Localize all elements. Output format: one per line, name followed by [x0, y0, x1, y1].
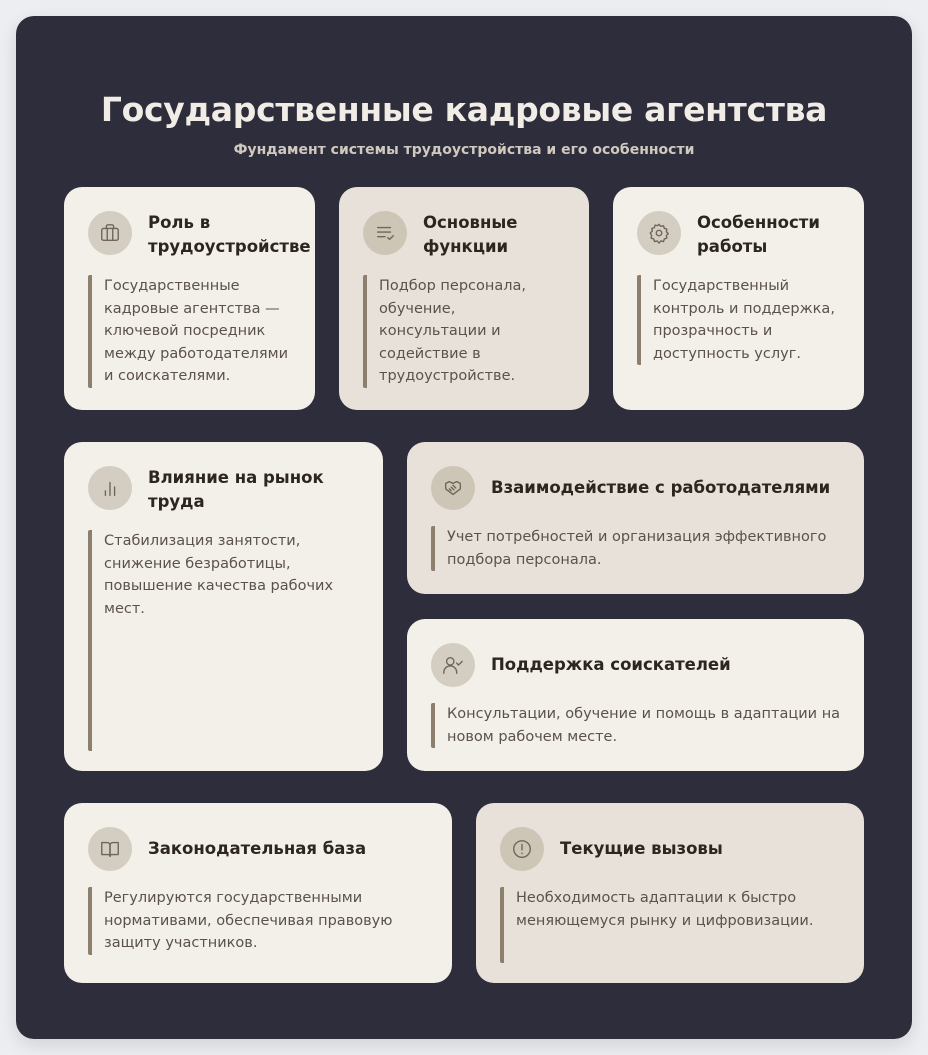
card-title: Взаимодействие с работодателями: [491, 478, 831, 497]
bar-chart-icon: [88, 466, 132, 510]
card-body: Консультации, обучение и помощь в адаптации на новом рабочем месте.: [431, 703, 842, 748]
card-title: Законодательная база: [148, 839, 367, 858]
card-body: Необходимость адаптации к быстро меняющемуся рынку и цифровизации.: [500, 887, 842, 963]
gear-icon: [637, 211, 681, 255]
card-market-impact: [64, 442, 383, 771]
card-body: Государственный контроль и поддержка, прозрачность и доступность услуг.: [637, 275, 842, 365]
card-body: Государственные кадровые агентства — ключевой посредник между работодателями и соискателями.: [88, 275, 293, 388]
briefcase-icon: [88, 211, 132, 255]
header: [16, 88, 912, 158]
card-title: Особенности работы: [697, 213, 820, 256]
card-features: [613, 187, 864, 410]
card-title: Основные функции: [423, 213, 518, 256]
card-current-challenges: [476, 803, 864, 983]
card-legal-base: [64, 803, 452, 983]
card-body: Учет потребностей и организация эффективного подбора персонала.: [431, 526, 842, 571]
infographic-container: [16, 16, 912, 1039]
card-role: [64, 187, 315, 410]
page-title: Государственные кадровые агентства: [100, 90, 828, 129]
card-body: Регулируются государственными нормативами, обеспечивая правовую защиту участников.: [88, 887, 430, 955]
card-functions: [339, 187, 589, 410]
card-body: Стабилизация занятости, снижение безработицы, повышение качества рабочих мест.: [88, 530, 361, 751]
alert-circle-icon: [500, 827, 544, 871]
card-title: Влияние на рынок труда: [148, 468, 324, 511]
card-jobseeker-support: [407, 619, 864, 771]
handshake-icon: [431, 466, 475, 510]
card-body: Подбор персонала, обучение, консультации и содействие в трудоустройстве.: [363, 275, 567, 388]
book-open-icon: [88, 827, 132, 871]
card-title: Роль в трудоустройстве: [148, 213, 311, 256]
user-check-icon: [431, 643, 475, 687]
card-employer-interaction: [407, 442, 864, 594]
card-title: Текущие вызовы: [560, 839, 723, 858]
list-check-icon: [363, 211, 407, 255]
card-title: Поддержка соискателей: [491, 655, 731, 674]
page-subtitle: Фундамент системы трудоустройства и его особенности: [233, 142, 695, 158]
